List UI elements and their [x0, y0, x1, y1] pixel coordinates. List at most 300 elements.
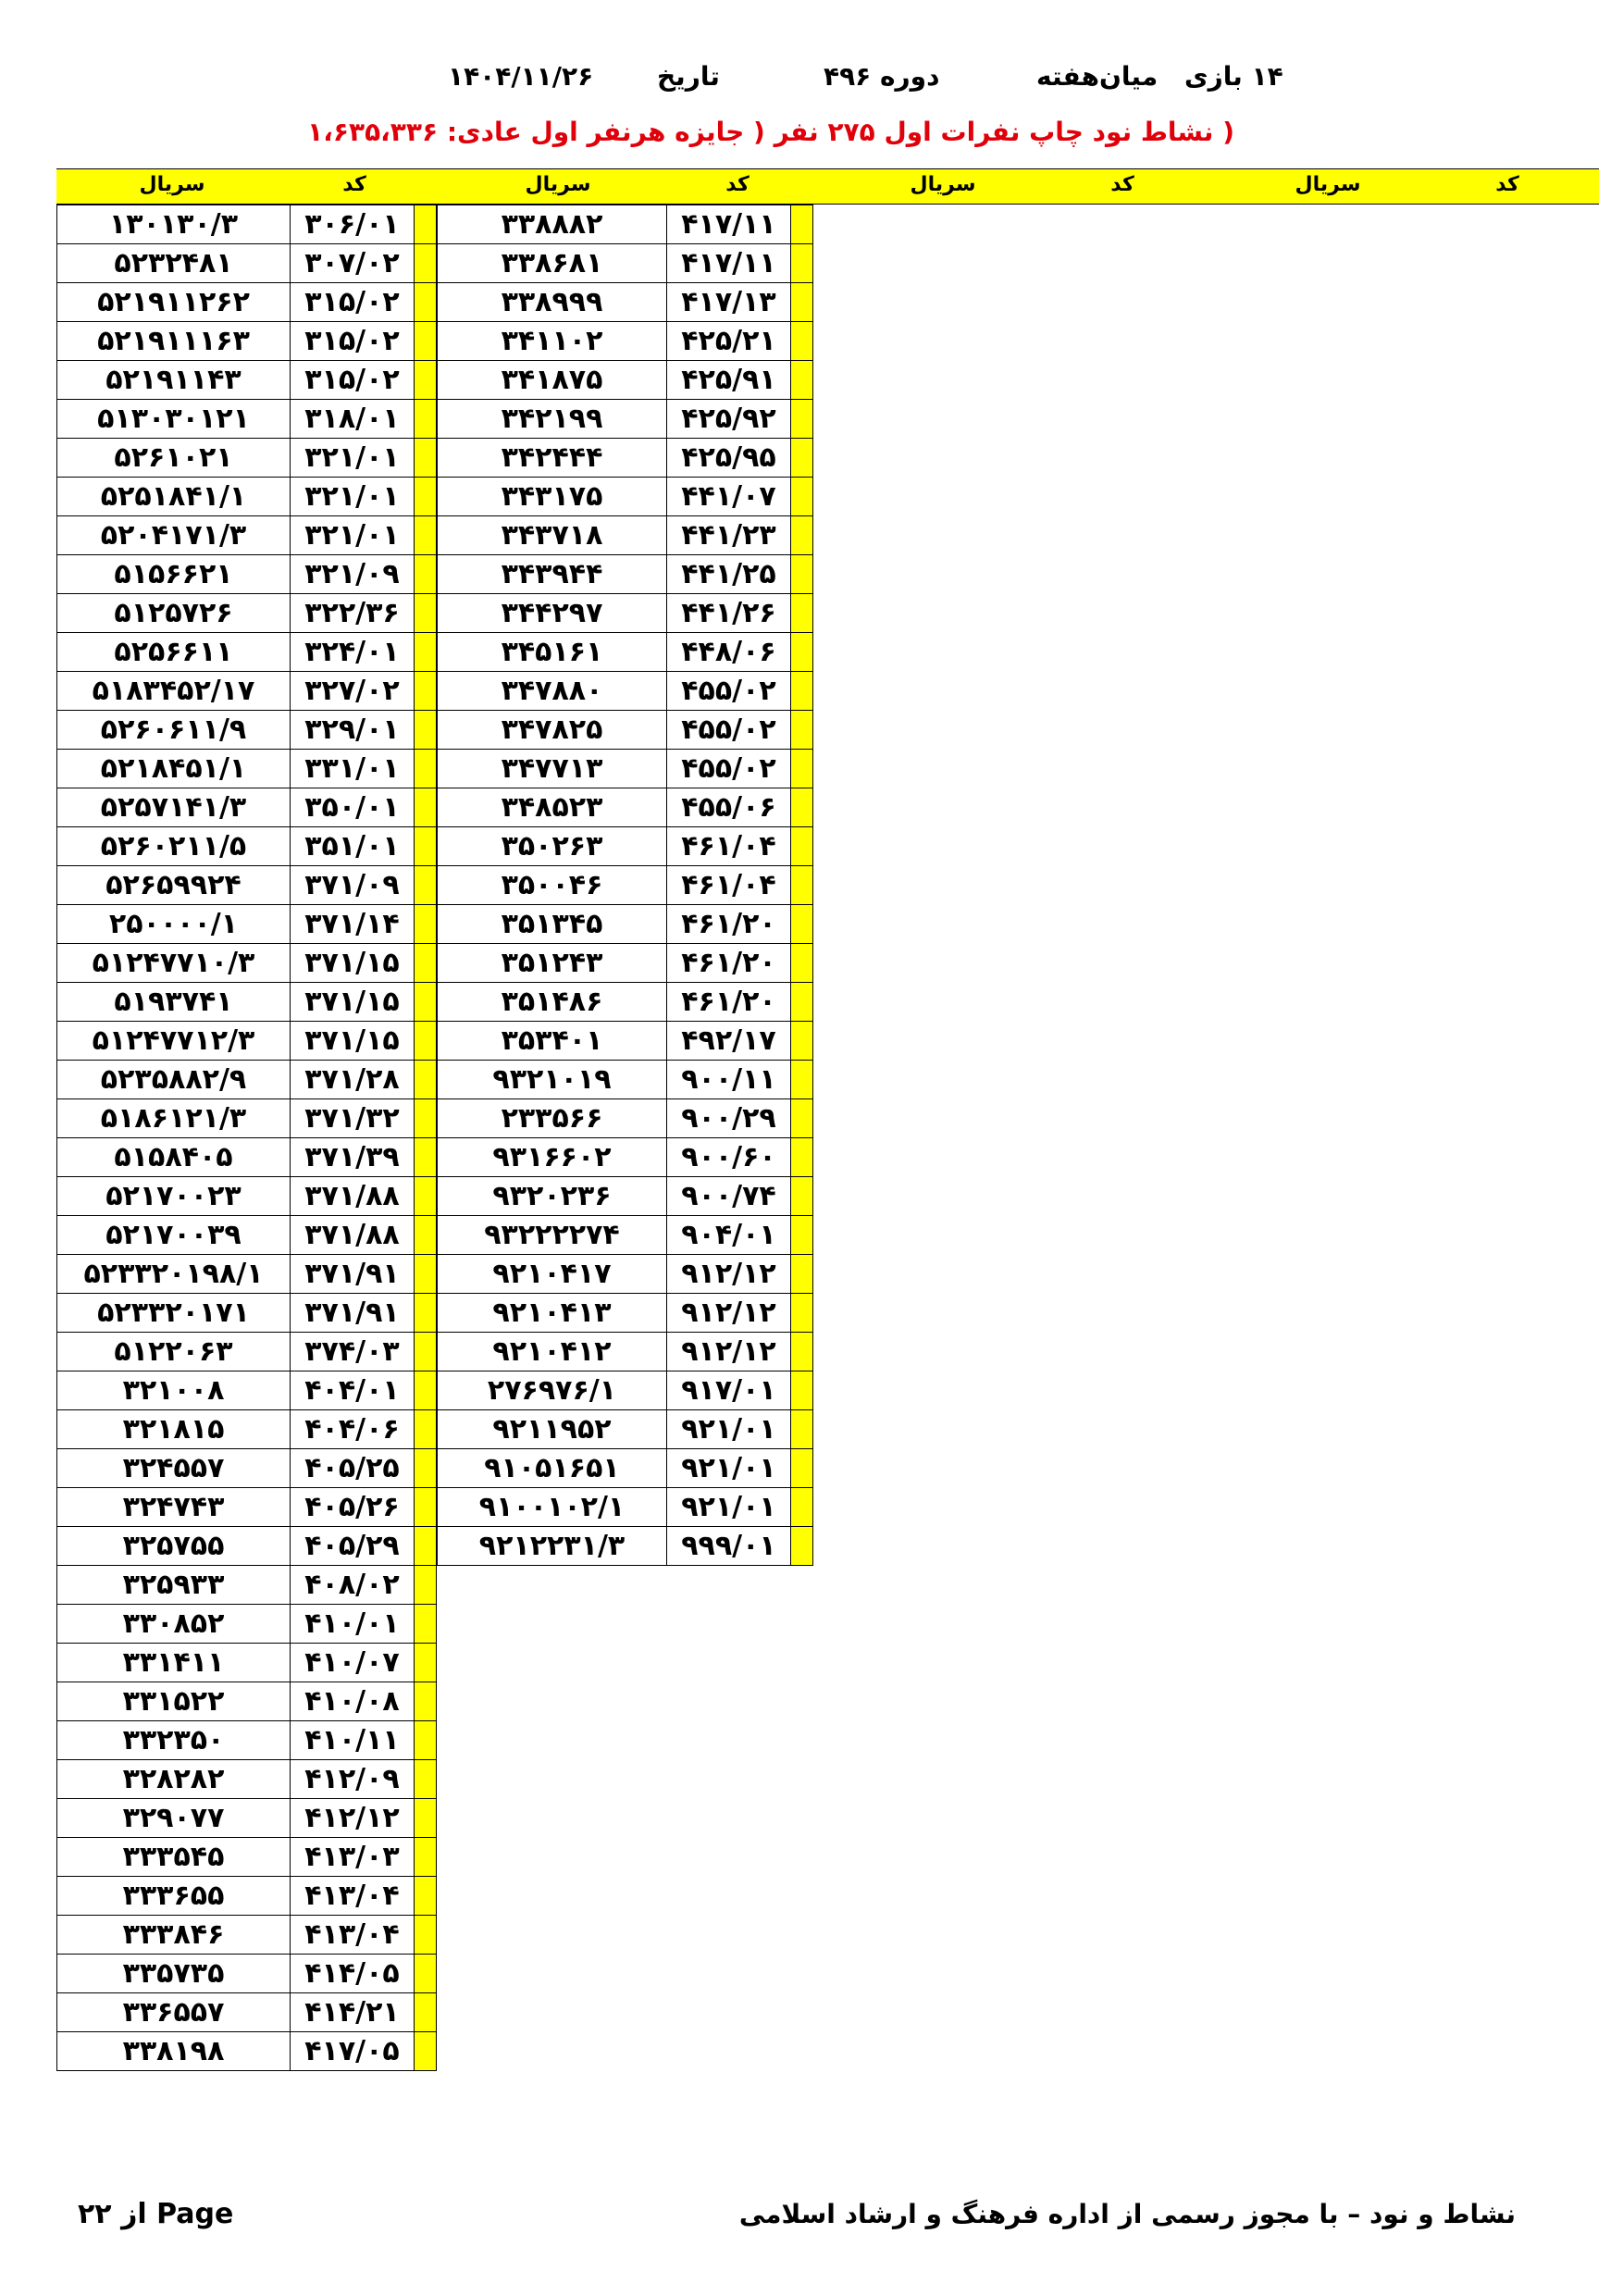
serial-cell: ۳۳۳۵۴۵ [57, 1838, 291, 1877]
serial-cell: ۵۲۶۰۲۱۱/۵ [57, 827, 291, 866]
code-cell: ۳۷۱/۳۲ [291, 1099, 415, 1138]
code-cell: ۴۴۱/۲۵ [667, 555, 791, 594]
highlight-cell [415, 1488, 437, 1527]
serial-cell: ۳۲۴۵۵۷ [57, 1449, 291, 1488]
table-row [57, 788, 437, 827]
serial-cell: ۵۱۳۰۳۰۱۲۱ [57, 400, 291, 439]
table-row [438, 1099, 813, 1138]
table-row [57, 1877, 437, 1916]
table-row [438, 788, 813, 827]
highlight-cell [415, 205, 437, 244]
code-cell: ۴۶۱/۰۴ [667, 866, 791, 905]
serial-cell: ۳۳۸۶۸۱ [438, 244, 667, 283]
column-header: کد [1110, 173, 1134, 196]
highlight-cell [415, 1955, 437, 1993]
code-cell: ۹۰۴/۰۱ [667, 1216, 791, 1255]
highlight-cell [791, 555, 813, 594]
code-cell: ۴۱۳/۰۳ [291, 1838, 415, 1877]
serial-cell: ۵۲۱۸۴۵۱/۱ [57, 750, 291, 788]
table-row [57, 1644, 437, 1682]
highlight-cell [791, 944, 813, 983]
code-cell: ۹۱۷/۰۱ [667, 1371, 791, 1410]
table-row [57, 1955, 437, 1993]
serial-cell: ۳۴۳۷۱۸ [438, 516, 667, 555]
page-number: از ۲۲ Page [78, 2198, 234, 2230]
code-cell: ۴۹۲/۱۷ [667, 1022, 791, 1061]
code-cell: ۴۱۰/۰۷ [291, 1644, 415, 1682]
table-row [57, 1255, 437, 1294]
table-row [438, 478, 813, 516]
highlight-cell [415, 633, 437, 672]
code-cell: ۴۴۱/۲۶ [667, 594, 791, 633]
highlight-cell [415, 711, 437, 750]
serial-cell: ۳۳۳۸۴۶ [57, 1916, 291, 1955]
serial-cell: ۳۴۷۷۱۳ [438, 750, 667, 788]
serial-cell: ۹۱۰۰۱۰۲/۱ [438, 1488, 667, 1527]
code-cell: ۹۱۲/۱۲ [667, 1294, 791, 1333]
table-row [57, 1760, 437, 1799]
code-cell: ۴۱۲/۱۲ [291, 1799, 415, 1838]
highlight-cell [415, 1255, 437, 1294]
serial-cell: ۳۳۸۹۹۹ [438, 283, 667, 322]
code-cell: ۳۲۲/۳۶ [291, 594, 415, 633]
table-row [57, 905, 437, 944]
code-cell: ۴۱۴/۲۱ [291, 1993, 415, 2032]
highlight-cell [791, 516, 813, 555]
column-header: سریال [910, 173, 976, 196]
table-row [438, 633, 813, 672]
table-row [438, 361, 813, 400]
highlight-cell [791, 1022, 813, 1061]
table-row [57, 1138, 437, 1177]
highlight-cell [415, 1527, 437, 1566]
table-row [57, 672, 437, 711]
table-row [438, 555, 813, 594]
table-row [57, 594, 437, 633]
code-cell: ۳۲۷/۰۲ [291, 672, 415, 711]
highlight-cell [415, 555, 437, 594]
serial-cell: ۵۲۱۷۰۰۲۳ [57, 1177, 291, 1216]
highlight-cell [791, 983, 813, 1022]
serial-cell: ۹۳۲۰۲۳۶ [438, 1177, 667, 1216]
highlight-cell [791, 1138, 813, 1177]
code-cell: ۴۲۵/۹۲ [667, 400, 791, 439]
serial-cell: ۹۲۱۰۴۱۲ [438, 1333, 667, 1371]
serial-cell: ۳۳۳۶۵۵ [57, 1877, 291, 1916]
table-row [57, 1721, 437, 1760]
code-cell: ۹۰۰/۶۰ [667, 1138, 791, 1177]
table-row [438, 1255, 813, 1294]
highlight-cell [415, 1682, 437, 1721]
code-cell: ۴۱۷/۰۵ [291, 2032, 415, 2071]
code-cell: ۹۰۰/۲۹ [667, 1099, 791, 1138]
serial-cell: ۳۳۲۳۵۰ [57, 1721, 291, 1760]
serial-cell: ۹۲۱۲۲۳۱/۳ [438, 1527, 667, 1566]
code-cell: ۴۱۳/۰۴ [291, 1877, 415, 1916]
serial-cell: ۳۳۸۱۹۸ [57, 2032, 291, 2071]
code-cell: ۹۲۱/۰۱ [667, 1488, 791, 1527]
table-row [438, 827, 813, 866]
highlight-cell [415, 866, 437, 905]
highlight-cell [791, 1099, 813, 1138]
highlight-cell [415, 1333, 437, 1371]
table-row [57, 1527, 437, 1566]
highlight-cell [415, 1877, 437, 1916]
serial-cell: ۳۴۲۴۴۴ [438, 439, 667, 478]
serial-cell: ۵۱۲۴۷۷۱۰/۳ [57, 944, 291, 983]
table-row [57, 1022, 437, 1061]
code-cell: ۴۵۵/۰۶ [667, 788, 791, 827]
table-row [57, 1371, 437, 1410]
highlight-cell [791, 750, 813, 788]
serial-cell: ۹۱۰۵۱۶۵۱ [438, 1449, 667, 1488]
highlight-cell [791, 672, 813, 711]
highlight-cell [415, 944, 437, 983]
serial-cell: ۵۱۸۳۴۵۲/۱۷ [57, 672, 291, 711]
highlight-cell [415, 283, 437, 322]
highlight-cell [791, 1333, 813, 1371]
code-cell: ۳۲۱/۰۱ [291, 516, 415, 555]
serial-cell: ۹۲۱۰۴۱۷ [438, 1255, 667, 1294]
column-header-bar [56, 168, 1599, 205]
table-row [57, 1838, 437, 1877]
code-cell: ۴۲۵/۹۱ [667, 361, 791, 400]
table-row [57, 283, 437, 322]
serial-cell: ۹۳۱۶۶۰۲ [438, 1138, 667, 1177]
table-row [438, 1061, 813, 1099]
table-row [438, 944, 813, 983]
table-row [57, 1216, 437, 1255]
table-row [438, 905, 813, 944]
highlight-cell [415, 1099, 437, 1138]
highlight-cell [791, 827, 813, 866]
highlight-cell [415, 1061, 437, 1099]
table-row [57, 1993, 437, 2032]
table-row [438, 516, 813, 555]
table-row [438, 1449, 813, 1488]
code-cell: ۳۲۴/۰۱ [291, 633, 415, 672]
code-cell: ۳۱۵/۰۲ [291, 322, 415, 361]
code-cell: ۴۱۷/۱۳ [667, 283, 791, 322]
serial-cell: ۵۱۵۶۶۲۱ [57, 555, 291, 594]
code-cell: ۳۷۱/۱۵ [291, 944, 415, 983]
code-cell: ۴۲۵/۲۱ [667, 322, 791, 361]
code-cell: ۹۲۱/۰۱ [667, 1410, 791, 1449]
serial-cell: ۲۳۳۵۶۶ [438, 1099, 667, 1138]
code-cell: ۳۱۵/۰۲ [291, 283, 415, 322]
serial-cell: ۳۴۲۱۹۹ [438, 400, 667, 439]
table-row [57, 1488, 437, 1527]
serial-cell: ۳۴۸۵۲۳ [438, 788, 667, 827]
column-header: کد [725, 173, 750, 196]
round-number: دوره ۴۹۶ [824, 61, 940, 92]
highlight-cell [791, 205, 813, 244]
highlight-cell [791, 1410, 813, 1449]
code-cell: ۹۰۰/۱۱ [667, 1061, 791, 1099]
code-cell: ۳۷۱/۸۸ [291, 1216, 415, 1255]
table-row [57, 827, 437, 866]
highlight-cell [415, 1838, 437, 1877]
highlight-cell [415, 1022, 437, 1061]
highlight-cell [415, 1605, 437, 1644]
column-header: سریال [1295, 173, 1361, 196]
table-row [438, 1294, 813, 1333]
code-cell: ۴۰۵/۲۵ [291, 1449, 415, 1488]
highlight-cell [791, 1449, 813, 1488]
highlight-cell [791, 1255, 813, 1294]
code-cell: ۳۷۱/۱۵ [291, 1022, 415, 1061]
table-row [57, 1682, 437, 1721]
code-cell: ۳۷۱/۹۱ [291, 1294, 415, 1333]
code-cell: ۴۶۱/۲۰ [667, 983, 791, 1022]
code-cell: ۳۲۱/۰۱ [291, 439, 415, 478]
column-header: سریال [139, 173, 205, 196]
code-cell: ۴۰۵/۲۹ [291, 1527, 415, 1566]
highlight-cell [415, 400, 437, 439]
highlight-cell [791, 478, 813, 516]
highlight-cell [415, 516, 437, 555]
code-cell: ۹۰۰/۷۴ [667, 1177, 791, 1216]
serial-cell: ۵۲۳۳۲۰۱۹۸/۱ [57, 1255, 291, 1294]
date-label: تاریخ [657, 61, 720, 92]
serial-cell: ۱۳۰۱۳۰/۳ [57, 205, 291, 244]
highlight-cell [791, 866, 813, 905]
serial-cell: ۵۱۸۶۱۲۱/۳ [57, 1099, 291, 1138]
serial-cell: ۳۴۵۱۶۱ [438, 633, 667, 672]
table-row [57, 205, 437, 244]
serial-cell: ۹۲۱۱۹۵۲ [438, 1410, 667, 1449]
serial-cell: ۳۴۷۸۸۰ [438, 672, 667, 711]
serial-cell: ۵۱۹۳۷۴۱ [57, 983, 291, 1022]
table-row [438, 400, 813, 439]
highlight-cell [791, 1488, 813, 1527]
highlight-cell [415, 1721, 437, 1760]
highlight-cell [415, 1566, 437, 1605]
serial-cell: ۵۲۳۳۲۰۱۷۱ [57, 1294, 291, 1333]
code-cell: ۳۵۱/۰۱ [291, 827, 415, 866]
table-row [57, 400, 437, 439]
table-row [438, 322, 813, 361]
highlight-cell [415, 1138, 437, 1177]
highlight-cell [791, 1371, 813, 1410]
table-row [438, 1216, 813, 1255]
highlight-cell [415, 1410, 437, 1449]
table-row [438, 439, 813, 478]
license-note: نشاط و نود – با مجوز رسمی از اداره فرهنگ و ارشاد اسلامی [738, 2199, 1516, 2229]
column-header: کد [342, 173, 366, 196]
table-row [438, 205, 813, 244]
table-row [57, 1916, 437, 1955]
table-row [57, 1449, 437, 1488]
highlight-cell [791, 1061, 813, 1099]
serial-cell: ۵۲۳۵۸۸۲/۹ [57, 1061, 291, 1099]
table-row [438, 1371, 813, 1410]
serial-cell: ۵۲۶۱۰۲۱ [57, 439, 291, 478]
highlight-cell [791, 439, 813, 478]
serial-cell: ۳۵۱۴۸۶ [438, 983, 667, 1022]
code-cell: ۴۰۴/۰۱ [291, 1371, 415, 1410]
code-cell: ۴۵۵/۰۲ [667, 750, 791, 788]
serial-cell: ۳۴۱۸۷۵ [438, 361, 667, 400]
table-row [57, 2032, 437, 2071]
table-row [438, 283, 813, 322]
title-line [0, 61, 1623, 98]
highlight-cell [415, 983, 437, 1022]
highlight-cell [415, 439, 437, 478]
highlight-cell [415, 1449, 437, 1488]
table-row [57, 1605, 437, 1644]
code-cell: ۳۲۹/۰۱ [291, 711, 415, 750]
serial-cell: ۳۲۴۷۴۳ [57, 1488, 291, 1527]
serial-cell: ۳۵۳۴۰۱ [438, 1022, 667, 1061]
highlight-cell [791, 1216, 813, 1255]
code-cell: ۳۷۱/۸۸ [291, 1177, 415, 1216]
table-row [438, 983, 813, 1022]
serial-cell: ۳۲۱۰۰۸ [57, 1371, 291, 1410]
highlight-cell [415, 1993, 437, 2032]
table-row [57, 322, 437, 361]
serial-cell: ۳۲۹۰۷۷ [57, 1799, 291, 1838]
highlight-cell [791, 400, 813, 439]
code-cell: ۴۱۷/۱۱ [667, 205, 791, 244]
serial-cell: ۳۵۰۲۶۳ [438, 827, 667, 866]
serial-cell: ۲۷۶۹۷۶/۱ [438, 1371, 667, 1410]
table-row [438, 1488, 813, 1527]
serial-cell: ۵۱۲۵۷۲۶ [57, 594, 291, 633]
code-cell: ۴۱۲/۰۹ [291, 1760, 415, 1799]
code-cell: ۳۰۶/۰۱ [291, 205, 415, 244]
code-cell: ۳۷۱/۹۱ [291, 1255, 415, 1294]
table-row [438, 1022, 813, 1061]
code-cell: ۳۲۱/۰۱ [291, 478, 415, 516]
table-row [57, 439, 437, 478]
serial-cell: ۳۴۱۱۰۲ [438, 322, 667, 361]
code-cell: ۴۱۷/۱۱ [667, 244, 791, 283]
highlight-cell [415, 750, 437, 788]
table-row [57, 983, 437, 1022]
serial-cell: ۵۲۱۷۰۰۳۹ [57, 1216, 291, 1255]
serial-cell: ۳۵۱۲۴۳ [438, 944, 667, 983]
table-row [57, 944, 437, 983]
table-row [57, 1294, 437, 1333]
serial-cell: ۵۲۰۴۱۷۱/۳ [57, 516, 291, 555]
highlight-cell [791, 361, 813, 400]
code-cell: ۳۷۱/۳۹ [291, 1138, 415, 1177]
serial-cell: ۳۵۱۳۴۵ [438, 905, 667, 944]
code-cell: ۴۰۴/۰۶ [291, 1410, 415, 1449]
table-row [438, 1138, 813, 1177]
highlight-cell [415, 1294, 437, 1333]
highlight-cell [791, 244, 813, 283]
serial-cell: ۳۴۳۱۷۵ [438, 478, 667, 516]
table-row [57, 1061, 437, 1099]
code-cell: ۹۱۲/۱۲ [667, 1255, 791, 1294]
serial-cell: ۵۲۱۹۱۱۲۶۲ [57, 283, 291, 322]
code-cell: ۴۴۸/۰۶ [667, 633, 791, 672]
serial-cell: ۵۲۵۷۱۴۱/۳ [57, 788, 291, 827]
table-row [57, 711, 437, 750]
code-cell: ۴۶۱/۲۰ [667, 944, 791, 983]
table-row [438, 866, 813, 905]
serial-cell: ۵۲۳۲۴۸۱ [57, 244, 291, 283]
serial-cell: ۳۴۴۲۹۷ [438, 594, 667, 633]
serial-cell: ۳۴۳۹۴۴ [438, 555, 667, 594]
highlight-cell [415, 672, 437, 711]
highlight-cell [415, 827, 437, 866]
highlight-cell [791, 1177, 813, 1216]
serial-cell: ۳۲۵۷۵۵ [57, 1527, 291, 1566]
code-cell: ۹۹۹/۰۱ [667, 1527, 791, 1566]
code-cell: ۴۵۵/۰۲ [667, 672, 791, 711]
serial-cell: ۳۳۱۵۲۲ [57, 1682, 291, 1721]
code-cell: ۳۷۱/۱۴ [291, 905, 415, 944]
serial-cell: ۵۱۵۸۴۰۵ [57, 1138, 291, 1177]
code-cell: ۴۱۳/۰۴ [291, 1916, 415, 1955]
highlight-cell [791, 788, 813, 827]
code-cell: ۳۷۴/۰۳ [291, 1333, 415, 1371]
game-count: ۱۴ بازی [1184, 61, 1283, 92]
date-value: ۱۴۰۴/۱۱/۲۶ [448, 61, 594, 92]
code-cell: ۴۶۱/۲۰ [667, 905, 791, 944]
code-cell: ۴۵۵/۰۲ [667, 711, 791, 750]
serial-cell: ۳۴۷۸۲۵ [438, 711, 667, 750]
serial-cell: ۳۳۶۵۵۷ [57, 1993, 291, 2032]
serial-cell: ۵۲۵۱۸۴۱/۱ [57, 478, 291, 516]
highlight-cell [415, 788, 437, 827]
table-row [438, 594, 813, 633]
code-cell: ۴۱۰/۱۱ [291, 1721, 415, 1760]
highlight-cell [415, 1177, 437, 1216]
serial-cell: ۵۲۱۹۱۱۴۳ [57, 361, 291, 400]
highlight-cell [415, 361, 437, 400]
highlight-cell [791, 594, 813, 633]
highlight-cell [791, 633, 813, 672]
serial-cell: ۹۳۲۱۰۱۹ [438, 1061, 667, 1099]
highlight-cell [415, 905, 437, 944]
table-row [57, 866, 437, 905]
table-row [438, 750, 813, 788]
serial-cell: ۳۳۵۷۳۵ [57, 1955, 291, 1993]
table-row [438, 1410, 813, 1449]
serial-cell: ۳۳۰۸۵۲ [57, 1605, 291, 1644]
highlight-cell [415, 1216, 437, 1255]
highlight-cell [415, 1799, 437, 1838]
table-row [438, 1527, 813, 1566]
serial-cell: ۳۲۱۸۱۵ [57, 1410, 291, 1449]
highlight-cell [791, 283, 813, 322]
serial-cell: ۹۳۲۲۲۲۷۴ [438, 1216, 667, 1255]
column-header: سریال [525, 173, 591, 196]
results-table-right [437, 205, 813, 1566]
table-row [57, 633, 437, 672]
code-cell: ۳۰۷/۰۲ [291, 244, 415, 283]
code-cell: ۳۷۱/۲۸ [291, 1061, 415, 1099]
game-type: میان‌هفته [1036, 61, 1158, 92]
code-cell: ۹۲۱/۰۱ [667, 1449, 791, 1488]
highlight-cell [791, 1294, 813, 1333]
table-row [57, 1177, 437, 1216]
serial-cell: ۵۲۶۰۶۱۱/۹ [57, 711, 291, 750]
code-cell: ۴۴۱/۰۷ [667, 478, 791, 516]
serial-cell: ۳۲۵۹۳۳ [57, 1566, 291, 1605]
serial-cell: ۳۳۱۴۱۱ [57, 1644, 291, 1682]
table-row [57, 1410, 437, 1449]
serial-cell: ۵۲۶۵۹۹۲۴ [57, 866, 291, 905]
subtitle: ( نشاط نود چاپ نفرات اول ۲۷۵ نفر ( جایزه هرنفر اول عادی: ۱،۶۳۵،۳۳۶ [307, 117, 1234, 147]
highlight-cell [415, 2032, 437, 2071]
serial-cell: ۲۵۰۰۰۰/۱ [57, 905, 291, 944]
code-cell: ۴۰۵/۲۶ [291, 1488, 415, 1527]
